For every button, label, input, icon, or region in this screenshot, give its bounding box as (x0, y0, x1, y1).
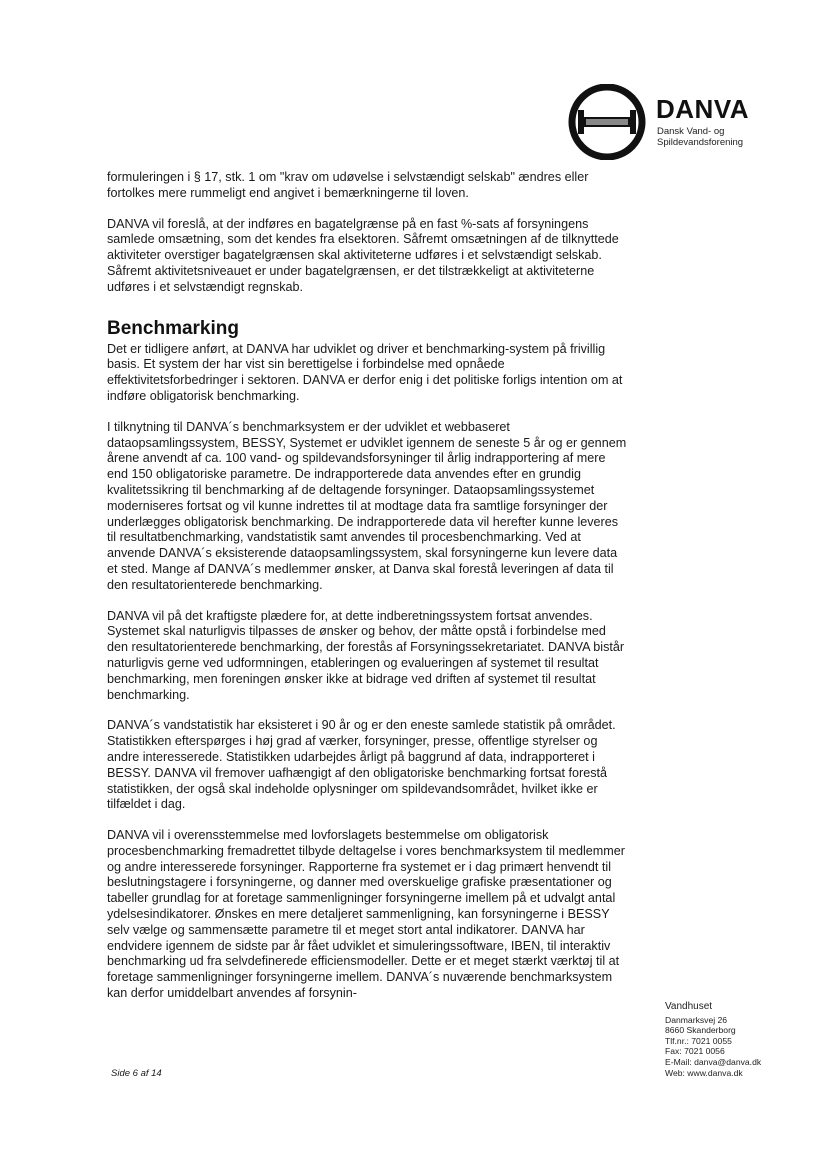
address-city: 8660 Skanderborg (665, 1025, 736, 1036)
section-heading: Benchmarking (107, 317, 239, 339)
footer-address (665, 1002, 795, 1078)
document-body (107, 170, 627, 1017)
paragraph: Det er tidligere anført, at DANVA har udviklet og driver et benchmarking-system på frivillig basis. Et system der har vist sin berettigelse i forbindelse med opnåede effektivitetsforbedringer i sektoren. DANVA er derfor enig i det politiske forligs intention om at indføre obligatorisk benchmarking. (107, 341, 623, 403)
paragraph: DANVA vil på det kraftigste plædere for, at dette indberetningssystem fortsat anvendes. Systemet skal naturligvis tilpasses de ønsker og behov, der måtte opstå i forbindelse med den resultatorienterede benchmarking, der forestås af Forsyningssekretariatet. DANVA bistår naturligvis gerne ved udformningen, etableringen og evalueringen af systemet til resultat benchmarking, men foreningen ønsker ikke at bidrage ved driften af systemet til resultat benchmarking. (107, 608, 625, 702)
danva-logo (564, 84, 754, 160)
paragraph: DANVA vil i overensstemmelse med lovforslagets bestemmelse om obligatorisk procesbenchmarking fremadrettet tilbyde deltagelse i vores benchmarksystem til medlemmer og andre interesserede forsyninger. Rapporterne fra systemet er i dag primært henvendt til beslutningstagere i forsyningerne, og danner med overskuelige grafiske præsentationer og tabeller grundlag for at foretage sammenligninger forsyningerne imellem på et udvalgt antal ydelsesindikatorer. Ønskes en mere detaljeret sammenligning, kan forsyningerne i BESSY selv vælge og sammensætte parametre til et meget stort antal indikatorer. DANVA har endvidere igennem de sidste par år fået udviklet et simuleringssoftware, IBEN, til interaktiv benchmarking ud fra selvdefinerede efficiensmodeller. Dette er et meget stærkt værktøj til at foretage sammenligninger forsyningerne imellem. DANVA´s nuværende benchmarksystem kan derfor umiddelbart anvendes af forsynin- (107, 828, 625, 1001)
address-title: Vandhuset (665, 1001, 713, 1012)
paragraph: DANVA´s vandstatistik har eksisteret i 90 år og er den eneste samlede statistik på området. Statistikken efterspørges i høj grad af værker, forsyninger, presse, offentlige styrelser og andre interesserede. Statistikken udarbejdes årligt på baggrund af data, indrapporteret i BESSY. DANVA vil fremover uafhængigt af den obligatoriske benchmarking fortsat forestå statistikken, der også skal indeholde oplysninger om spildevandsområdet, hvilket ikke er tilfældet i dag. (107, 718, 616, 812)
address-fax: Fax: 7021 0056 (665, 1046, 725, 1057)
address-phone: Tlf.nr.: 7021 0055 (665, 1035, 732, 1046)
page-number: Side 6 af 14 (111, 1068, 162, 1079)
danva-emblem-icon (564, 84, 650, 160)
address-email: E-Mail: danva@danva.dk (665, 1056, 762, 1067)
paragraph: I tilknytning til DANVA´s benchmarksystem er der udviklet et webbaseret dataopsamlingssystem, BESSY, Systemet er udviklet igennem de seneste 5 år og er gennem årene anvendt af ca. 100 vand- og spildevandsforsyninger til årlig indrapportering af mere end 150 obligatoriske parametre. De indrapporterede data anvendes efter en grundig kvalitetssikring til benchmarking af de deltagende forsyninger. Dataopsamlingssystemet moderniseres fortsat og vil kunne indrettes til at modtage data fra samtlige forsyninger der underlægges obligatorisk benchmarking. De indrapporterede data vil herefter kunne leveres til resultatbenchmarking, vandstatistik samt anvendes til procesbenchmarking. Ved at anvende DANVA´s eksisterende dataopsamlingssystem, skal forsyningerne kun levere data et sted. Mange af DANVA´s medlemmer ønsker, at Danva skal forestå leveringen af data til den resultatorienterede benchmarking. (107, 419, 627, 592)
logo-tagline-line1: Dansk Vand- og (657, 126, 725, 137)
paragraph: DANVA vil foreslå, at der indføres en bagatelgrænse på en fast %-sats af forsyningens samlede omsætning, som det kendes fra elsektoren. Såfremt omsætningen af de tilknyttede aktiviteter overstiger bagatelgrænsen skal aktiviteterne udføres i et selvstændigt selskab. Såfremt aktivitetsniveauet er under bagatelgrænsen, er det tilstrækkeligt at aktiviteterne udføres i et selvstændigt regnskab. (107, 216, 619, 294)
address-web: Web: www.danva.dk (665, 1067, 743, 1078)
logo-tagline-line2: Spildevandsforening (657, 137, 744, 148)
paragraph: formuleringen i § 17, stk. 1 om "krav om udøvelse i selvstændigt selskab" ændres eller fortolkes mere rummeligt end angivet i bemærkningerne til loven. (107, 170, 589, 200)
logo-wordmark: DANVA (656, 94, 750, 124)
address-street: Danmarksvej 26 (665, 1014, 728, 1025)
